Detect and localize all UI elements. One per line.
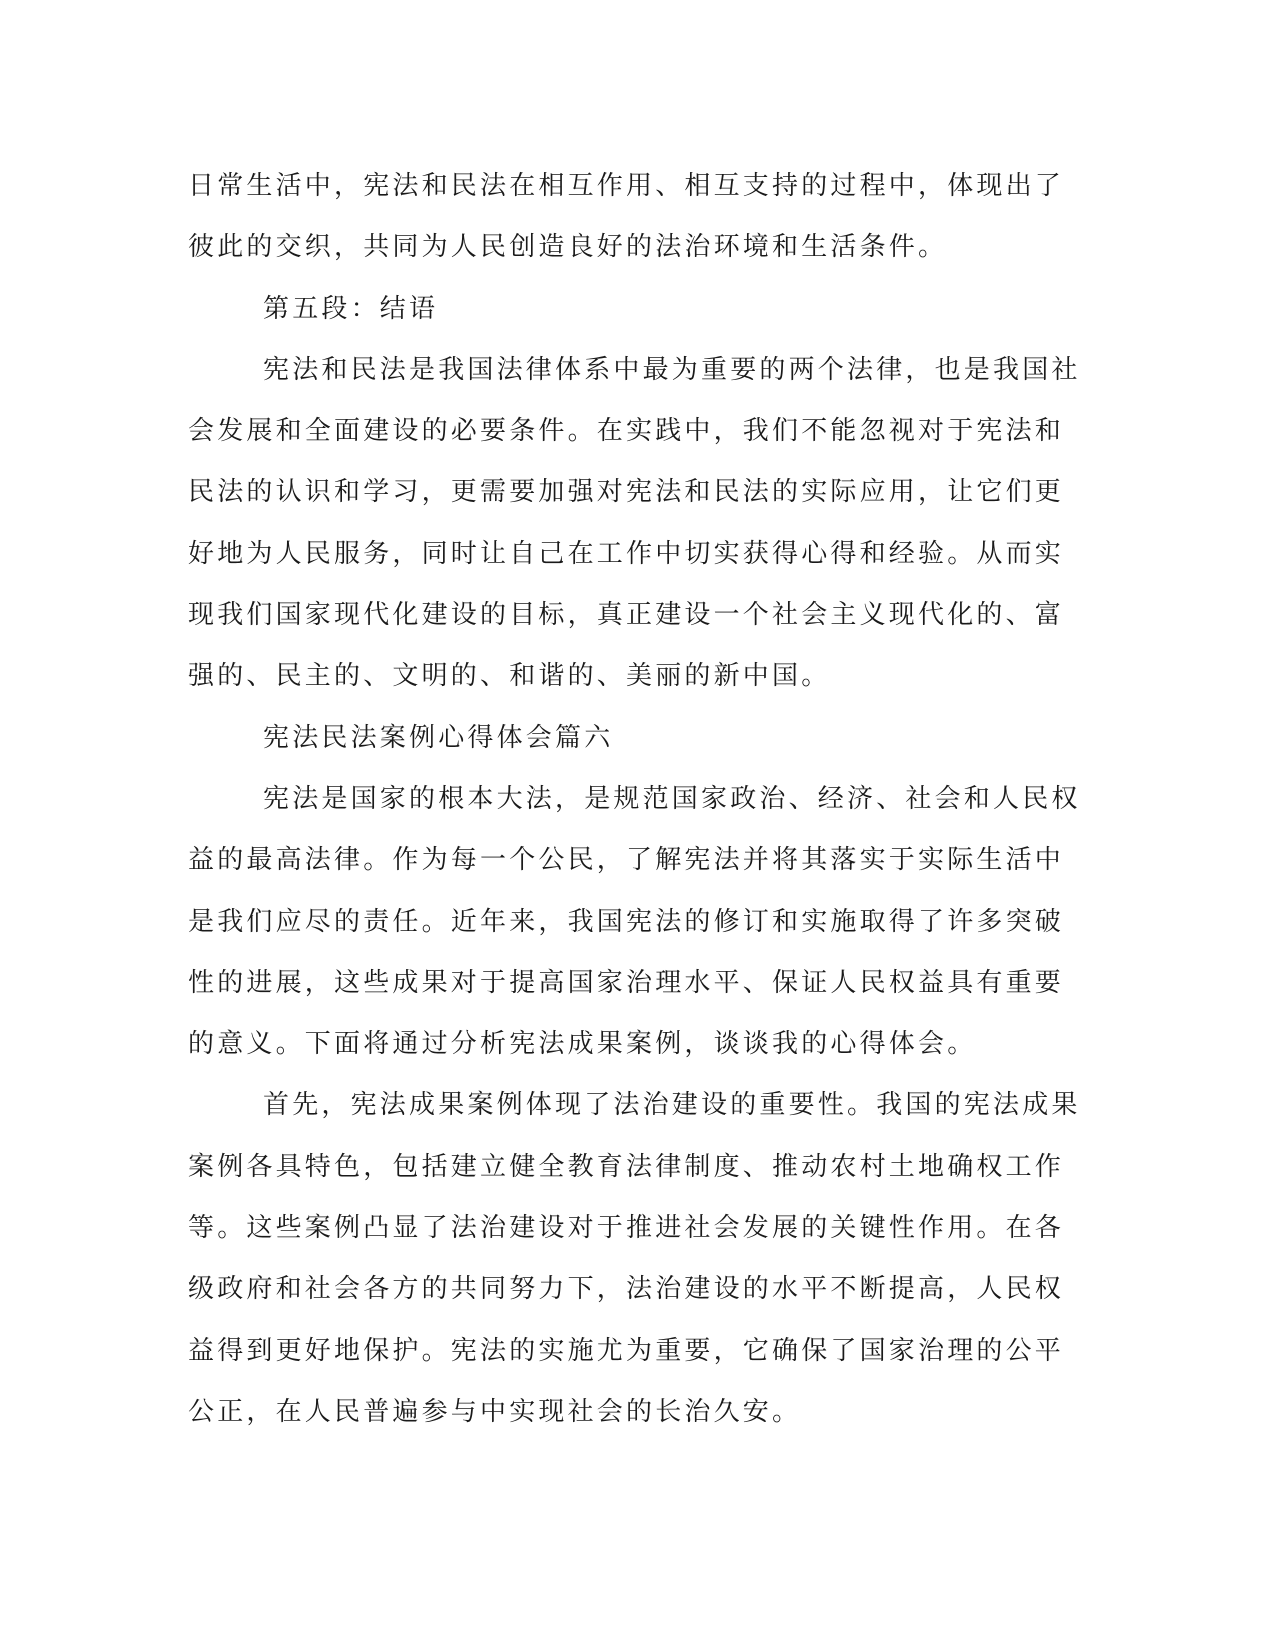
text-line: 现我们国家现代化建设的目标，真正建设一个社会主义现代化的、富 [188,600,1065,631]
text-line: 宪法和民法是我国法律体系中最为重要的两个法律，也是我国社 [263,354,1081,385]
section-heading: 宪法民法案例心得体会篇六 [263,722,614,753]
text-line: 首先，宪法成果案例体现了法治建设的重要性。我国的宪法成果 [263,1090,1081,1121]
text-line: 等。这些案例凸显了法治建设对于推进社会发展的关键性作用。在各 [188,1213,1065,1244]
text-line: 日常生活中，宪法和民法在相互作用、相互支持的过程中，体现出了 [188,171,1065,201]
document-body [188,156,1081,1443]
text-line: 益得到更好地保护。宪法的实施尤为重要，它确保了国家治理的公平 [188,1335,1065,1366]
text-line: 的意义。下面将通过分析宪法成果案例，谈谈我的心得体会。 [188,1029,977,1060]
text-line: 级政府和社会各方的共同努力下，法治建设的水平不断提高，人民权 [188,1274,1065,1305]
text-line: 彼此的交织，共同为人民创造良好的法治环境和生活条件。 [188,232,948,263]
text-line: 会发展和全面建设的必要条件。在实践中，我们不能忽视对于宪法和 [188,416,1065,447]
text-line: 益的最高法律。作为每一个公民，了解宪法并将其落实于实际生活中 [188,845,1065,876]
text-line: 案例各具特色，包括建立健全教育法律制度、推动农村土地确权工作 [188,1151,1065,1182]
text-line: 强的、民主的、文明的、和谐的、美丽的新中国。 [188,661,831,692]
text-line: 性的进展，这些成果对于提高国家治理水平、保证人民权益具有重要 [188,967,1065,998]
text-line: 宪法是国家的根本大法，是规范国家政治、经济、社会和人民权 [263,783,1081,814]
section-heading: 第五段：结语 [263,293,439,324]
text-line: 好地为人民服务，同时让自己在工作中切实获得心得和经验。从而实 [188,538,1065,569]
text-line: 民法的认识和学习，更需要加强对宪法和民法的实际应用，让它们更 [188,477,1065,508]
text-line: 公正，在人民普遍参与中实现社会的长治久安。 [188,1396,802,1427]
text-line: 是我们应尽的责任。近年来，我国宪法的修订和实施取得了许多突破 [188,906,1065,937]
